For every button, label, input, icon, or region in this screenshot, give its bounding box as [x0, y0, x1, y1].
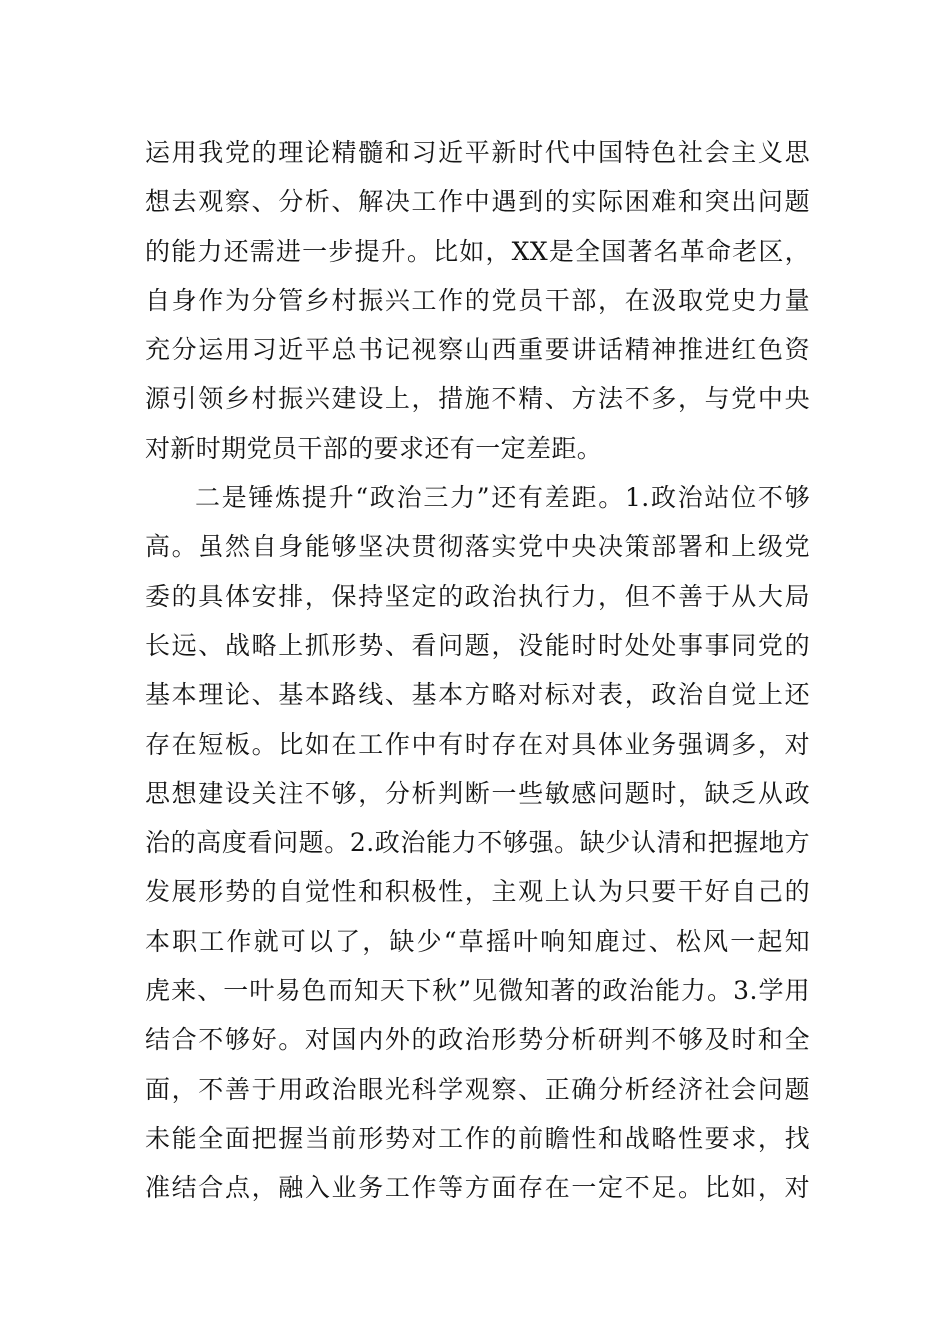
body-text	[145, 128, 810, 1213]
text-line: 发展形势的自觉性和积极性，主观上认为只要干好自己的	[145, 877, 810, 907]
text-line: 思想建设关注不够，分析判断一些敏感问题时，缺乏从政	[145, 778, 810, 808]
text-line: 的能力还需进一步提升。比如，XX是全国著名革命老区，	[145, 236, 810, 266]
text-line: 充分运用习近平总书记视察山西重要讲话精神推进红色资	[145, 335, 810, 365]
text-line: 准结合点，融入业务工作等方面存在一定不足。比如，对	[145, 1173, 810, 1203]
text-line: 存在短板。比如在工作中有时存在对具体业务强调多，对	[145, 729, 810, 759]
text-line: 自身作为分管乡村振兴工作的党员干部，在汲取党史力量	[145, 285, 810, 315]
text-line: 想去观察、分析、解决工作中遇到的实际困难和突出问题	[145, 187, 810, 217]
text-line: 运用我党的理论精髓和习近平新时代中国特色社会主义思	[145, 138, 810, 167]
text-line: 虎来、一叶易色而知天下秋”见微知著的政治能力。3.学用	[145, 976, 810, 1006]
paragraph-start-line: 二是锤炼提升“政治三力”还有差距。1.政治站位不够	[195, 483, 810, 513]
text-line: 长远、战略上抓形势、看问题，没能时时处处事事同党的	[145, 630, 810, 660]
text-line: 本职工作就可以了，缺少“草摇叶响知鹿过、松风一起知	[145, 926, 810, 956]
text-line: 源引领乡村振兴建设上，措施不精、方法不多，与党中央	[145, 384, 810, 414]
text-line: 对新时期党员干部的要求还有一定差距。	[145, 433, 603, 463]
text-line: 基本理论、基本路线、基本方略对标对表，政治自觉上还	[145, 680, 810, 710]
text-line: 委的具体安排，保持坚定的政治执行力，但不善于从大局	[145, 581, 810, 611]
text-line: 结合不够好。对国内外的政治形势分析研判不够及时和全	[145, 1025, 810, 1055]
text-line: 未能全面把握当前形势对工作的前瞻性和战略性要求，找	[145, 1123, 810, 1153]
text-line: 高。虽然自身能够坚决贯彻落实党中央决策部署和上级党	[145, 532, 810, 562]
text-line: 面，不善于用政治眼光科学观察、正确分析经济社会问题	[145, 1074, 810, 1104]
text-line: 治的高度看问题。2.政治能力不够强。缺少认清和把握地方	[145, 828, 810, 858]
